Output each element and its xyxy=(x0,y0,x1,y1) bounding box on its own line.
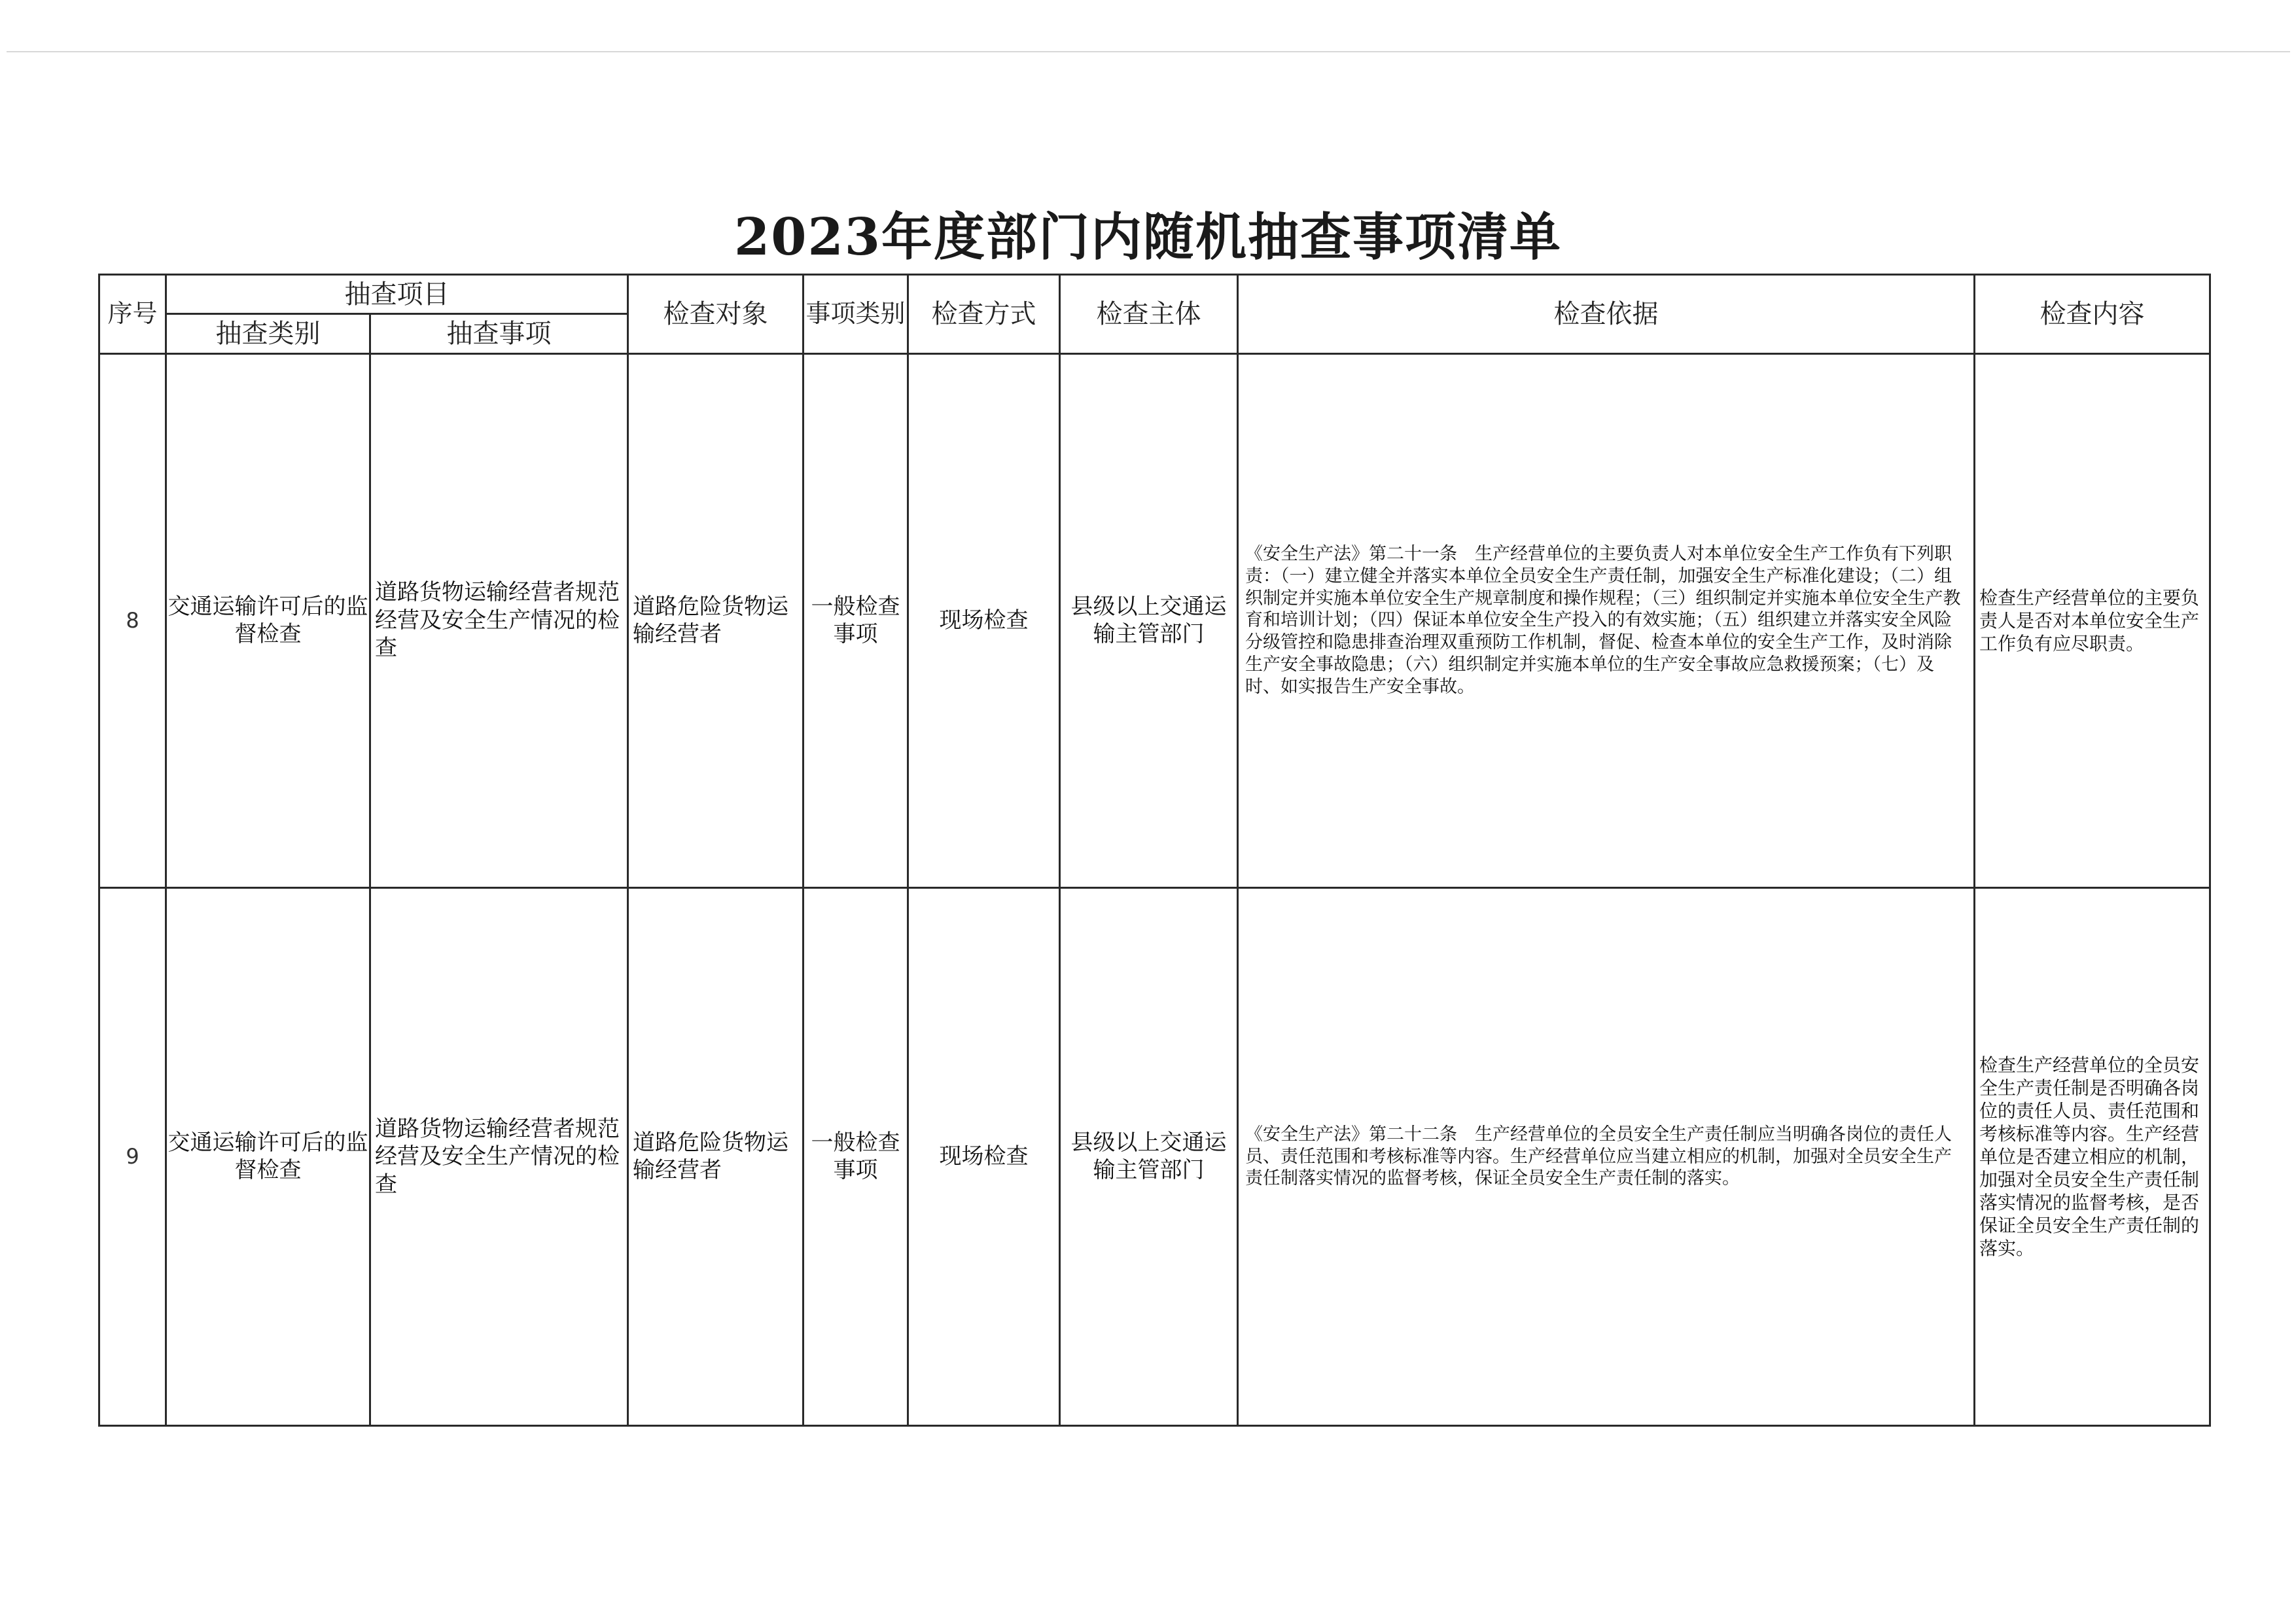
row-item-type: 一般检查事项 xyxy=(804,887,908,1425)
table-row xyxy=(99,887,2210,1425)
row-seq: 8 xyxy=(99,353,166,887)
row-category: 交通运输许可后的监督检查 xyxy=(166,353,370,887)
row-object: 道路危险货物运输经营者 xyxy=(628,887,804,1425)
table-row xyxy=(99,353,2210,887)
row-basis: 《安全生产法》第二十一条 生产经营单位的主要负责人对本单位安全生产工作负有下列职责：（一）建立健全并落实本单位全员安全生产责任制，加强安全生产标准化建设；（二）组织制定并实施本单位安全生产规章制度和操作规程；（三）组织制定并实施本单位安全生产教育和培训计划；（四）保证本单位安全生产投入的有效实施；（五）组织建立并落实安全风险分级管控和隐患排查治理双重预防工作机制，督促、检查本单位的安全生产工作，及时消除生产安全事故隐患；（六）组织制定并实施本单位的生产安全事故应急救援预案；（七）及时、如实报告生产安全事故。 xyxy=(1238,353,1975,887)
row-subject: 县级以上交通运输主管部门 xyxy=(1060,887,1238,1425)
header-seq: 序号 xyxy=(99,275,166,354)
row-item: 道路货物运输经营者规范经营及安全生产情况的检查 xyxy=(370,887,628,1425)
header-row-top xyxy=(99,275,2210,314)
page-title: 2023年度部门内随机抽查事项清单 xyxy=(733,207,1563,267)
row-seq: 9 xyxy=(99,887,166,1425)
row-content: 检查生产经营单位的主要负责人是否对本单位安全生产工作负有应尽职责。 xyxy=(1975,353,2210,887)
header-item-type: 事项类别 xyxy=(804,275,908,354)
row-category: 交通运输许可后的监督检查 xyxy=(166,887,370,1425)
row-content: 检查生产经营单位的全员安全生产责任制是否明确各岗位的责任人员、责任范围和考核标准等内容。生产经营单位是否建立相应的机制，加强对全员安全生产责任制落实情况的监督考核，是否保证全员安全生产责任制的落实。 xyxy=(1975,887,2210,1425)
header-content: 检查内容 xyxy=(1975,275,2210,354)
inspection-table xyxy=(98,274,2211,1427)
row-method: 现场检查 xyxy=(908,887,1060,1425)
row-method: 现场检查 xyxy=(908,353,1060,887)
header-item: 抽查事项 xyxy=(370,314,628,353)
header-method: 检查方式 xyxy=(908,275,1060,354)
row-item-type: 一般检查事项 xyxy=(804,353,908,887)
header-project: 抽查项目 xyxy=(166,275,628,314)
row-item: 道路货物运输经营者规范经营及安全生产情况的检查 xyxy=(370,353,628,887)
row-basis: 《安全生产法》第二十二条 生产经营单位的全员安全生产责任制应当明确各岗位的责任人员、责任范围和考核标准等内容。生产经营单位应当建立相应的机制，加强对全员安全生产责任制落实情况的监督考核，保证全员安全生产责任制的落实。 xyxy=(1238,887,1975,1425)
header-basis: 检查依据 xyxy=(1238,275,1975,354)
header-subject: 检查主体 xyxy=(1060,275,1238,354)
scan-edge-line xyxy=(7,51,2290,52)
header-object: 检查对象 xyxy=(628,275,804,354)
header-category: 抽查类别 xyxy=(166,314,370,353)
row-subject: 县级以上交通运输主管部门 xyxy=(1060,353,1238,887)
row-object: 道路危险货物运输经营者 xyxy=(628,353,804,887)
